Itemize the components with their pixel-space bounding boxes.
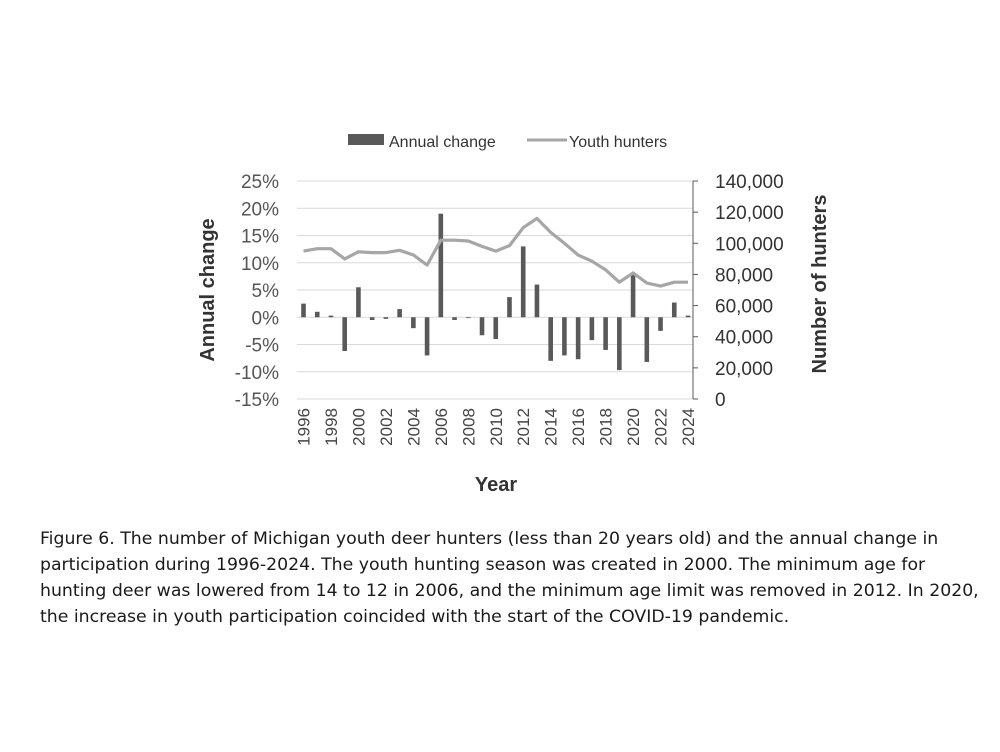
bar-annual-change xyxy=(356,287,361,317)
figure-caption: Figure 6. The number of Michigan youth deer hunters (less than 20 years old) and the annual change in participation during 1996-2024. The youth hunting season was created in 2000. The minimum age for hunting deer was lowered from 14 to 12 in 2006, and the minimum age limit was removed in 2012. In 2020, the increase in youth participation coincided with the start of the COVID-19 pandemic. xyxy=(40,529,979,627)
bar-annual-change xyxy=(370,317,375,320)
bar-annual-change xyxy=(466,317,471,318)
bar-annual-change xyxy=(397,309,402,317)
y-tick-label-left: -10% xyxy=(234,362,279,384)
bar-annual-change xyxy=(631,275,636,318)
x-tick-label: 2020 xyxy=(624,408,644,446)
bar-annual-change xyxy=(493,317,498,339)
bar-annual-change xyxy=(315,312,320,317)
y-tick-label-left: 15% xyxy=(240,226,279,248)
bar-annual-change xyxy=(521,246,526,317)
y-tick-label-right: 120,000 xyxy=(715,203,784,225)
y-tick-label-right: 80,000 xyxy=(715,265,774,287)
y-tick-label-right: 60,000 xyxy=(715,296,774,318)
line-series-youth-hunters xyxy=(304,218,689,286)
bar-annual-change xyxy=(425,317,430,355)
bar-annual-change xyxy=(342,317,347,351)
x-tick-label: 2018 xyxy=(596,408,616,446)
y-tick-label-left: 0% xyxy=(251,308,279,330)
y-axis-title-left: Annual change xyxy=(197,218,219,362)
bar-annual-change xyxy=(452,317,457,320)
x-tick-label: 2024 xyxy=(679,408,698,446)
y-tick-label-left: -15% xyxy=(234,390,279,411)
bar-annual-change xyxy=(576,317,581,359)
y-tick-label-left: 25% xyxy=(240,172,279,193)
bar-annual-change xyxy=(507,297,512,317)
x-tick-label: 2000 xyxy=(349,408,369,446)
line-youth-hunters xyxy=(304,218,689,286)
bar-annual-change xyxy=(617,317,622,370)
x-tick-label: 2004 xyxy=(404,408,424,446)
bar-annual-change xyxy=(686,316,691,318)
bar-annual-change xyxy=(301,304,306,318)
legend xyxy=(348,134,667,151)
y-tick-label-left: 5% xyxy=(251,281,279,302)
x-tick-label: 2012 xyxy=(514,408,534,446)
y-tick-label-right: 100,000 xyxy=(715,234,784,256)
x-tick-label: 1998 xyxy=(322,408,341,446)
legend-label-youth-hunters: Youth hunters xyxy=(569,134,668,151)
legend-label-annual-change: Annual change xyxy=(389,134,496,151)
y-tick-label-right: 140,000 xyxy=(715,172,784,193)
legend-swatch-annual-change xyxy=(348,134,384,145)
y-tick-label-right: 20,000 xyxy=(715,358,774,380)
bar-annual-change xyxy=(535,285,540,318)
x-tick-label: 2010 xyxy=(486,408,506,446)
y-tick-label-right: 0 xyxy=(715,390,726,411)
x-tick-label: 1996 xyxy=(294,408,314,446)
x-tick-label: 2014 xyxy=(541,408,561,446)
y-tick-label-right: 40,000 xyxy=(715,327,774,349)
bar-annual-change xyxy=(672,303,677,318)
bar-annual-change xyxy=(658,317,663,331)
bar-annual-change xyxy=(590,317,595,340)
bar-annual-change xyxy=(384,317,389,319)
bar-annual-change xyxy=(645,317,650,362)
bar-series-annual-change xyxy=(301,214,690,370)
x-tick-label: 2016 xyxy=(569,408,589,446)
y-tick-label-left: -5% xyxy=(245,335,279,357)
y-tick-label-left: 20% xyxy=(240,199,279,221)
y-axis-title-right: Number of hunters xyxy=(809,194,831,374)
x-tick-label: 2022 xyxy=(651,408,671,446)
bar-annual-change xyxy=(329,316,334,318)
x-axis-title: Year xyxy=(474,474,518,496)
x-tick-label: 2008 xyxy=(459,408,479,446)
bar-annual-change xyxy=(439,214,444,318)
bar-annual-change xyxy=(562,317,567,355)
x-tick-label: 2002 xyxy=(376,408,396,446)
bar-annual-change xyxy=(548,317,553,361)
bar-annual-change xyxy=(480,317,485,335)
bar-annual-change xyxy=(603,317,608,350)
bar-annual-change xyxy=(411,317,416,328)
y-tick-label-left: 10% xyxy=(240,253,279,275)
x-tick-label: 2006 xyxy=(431,408,451,446)
